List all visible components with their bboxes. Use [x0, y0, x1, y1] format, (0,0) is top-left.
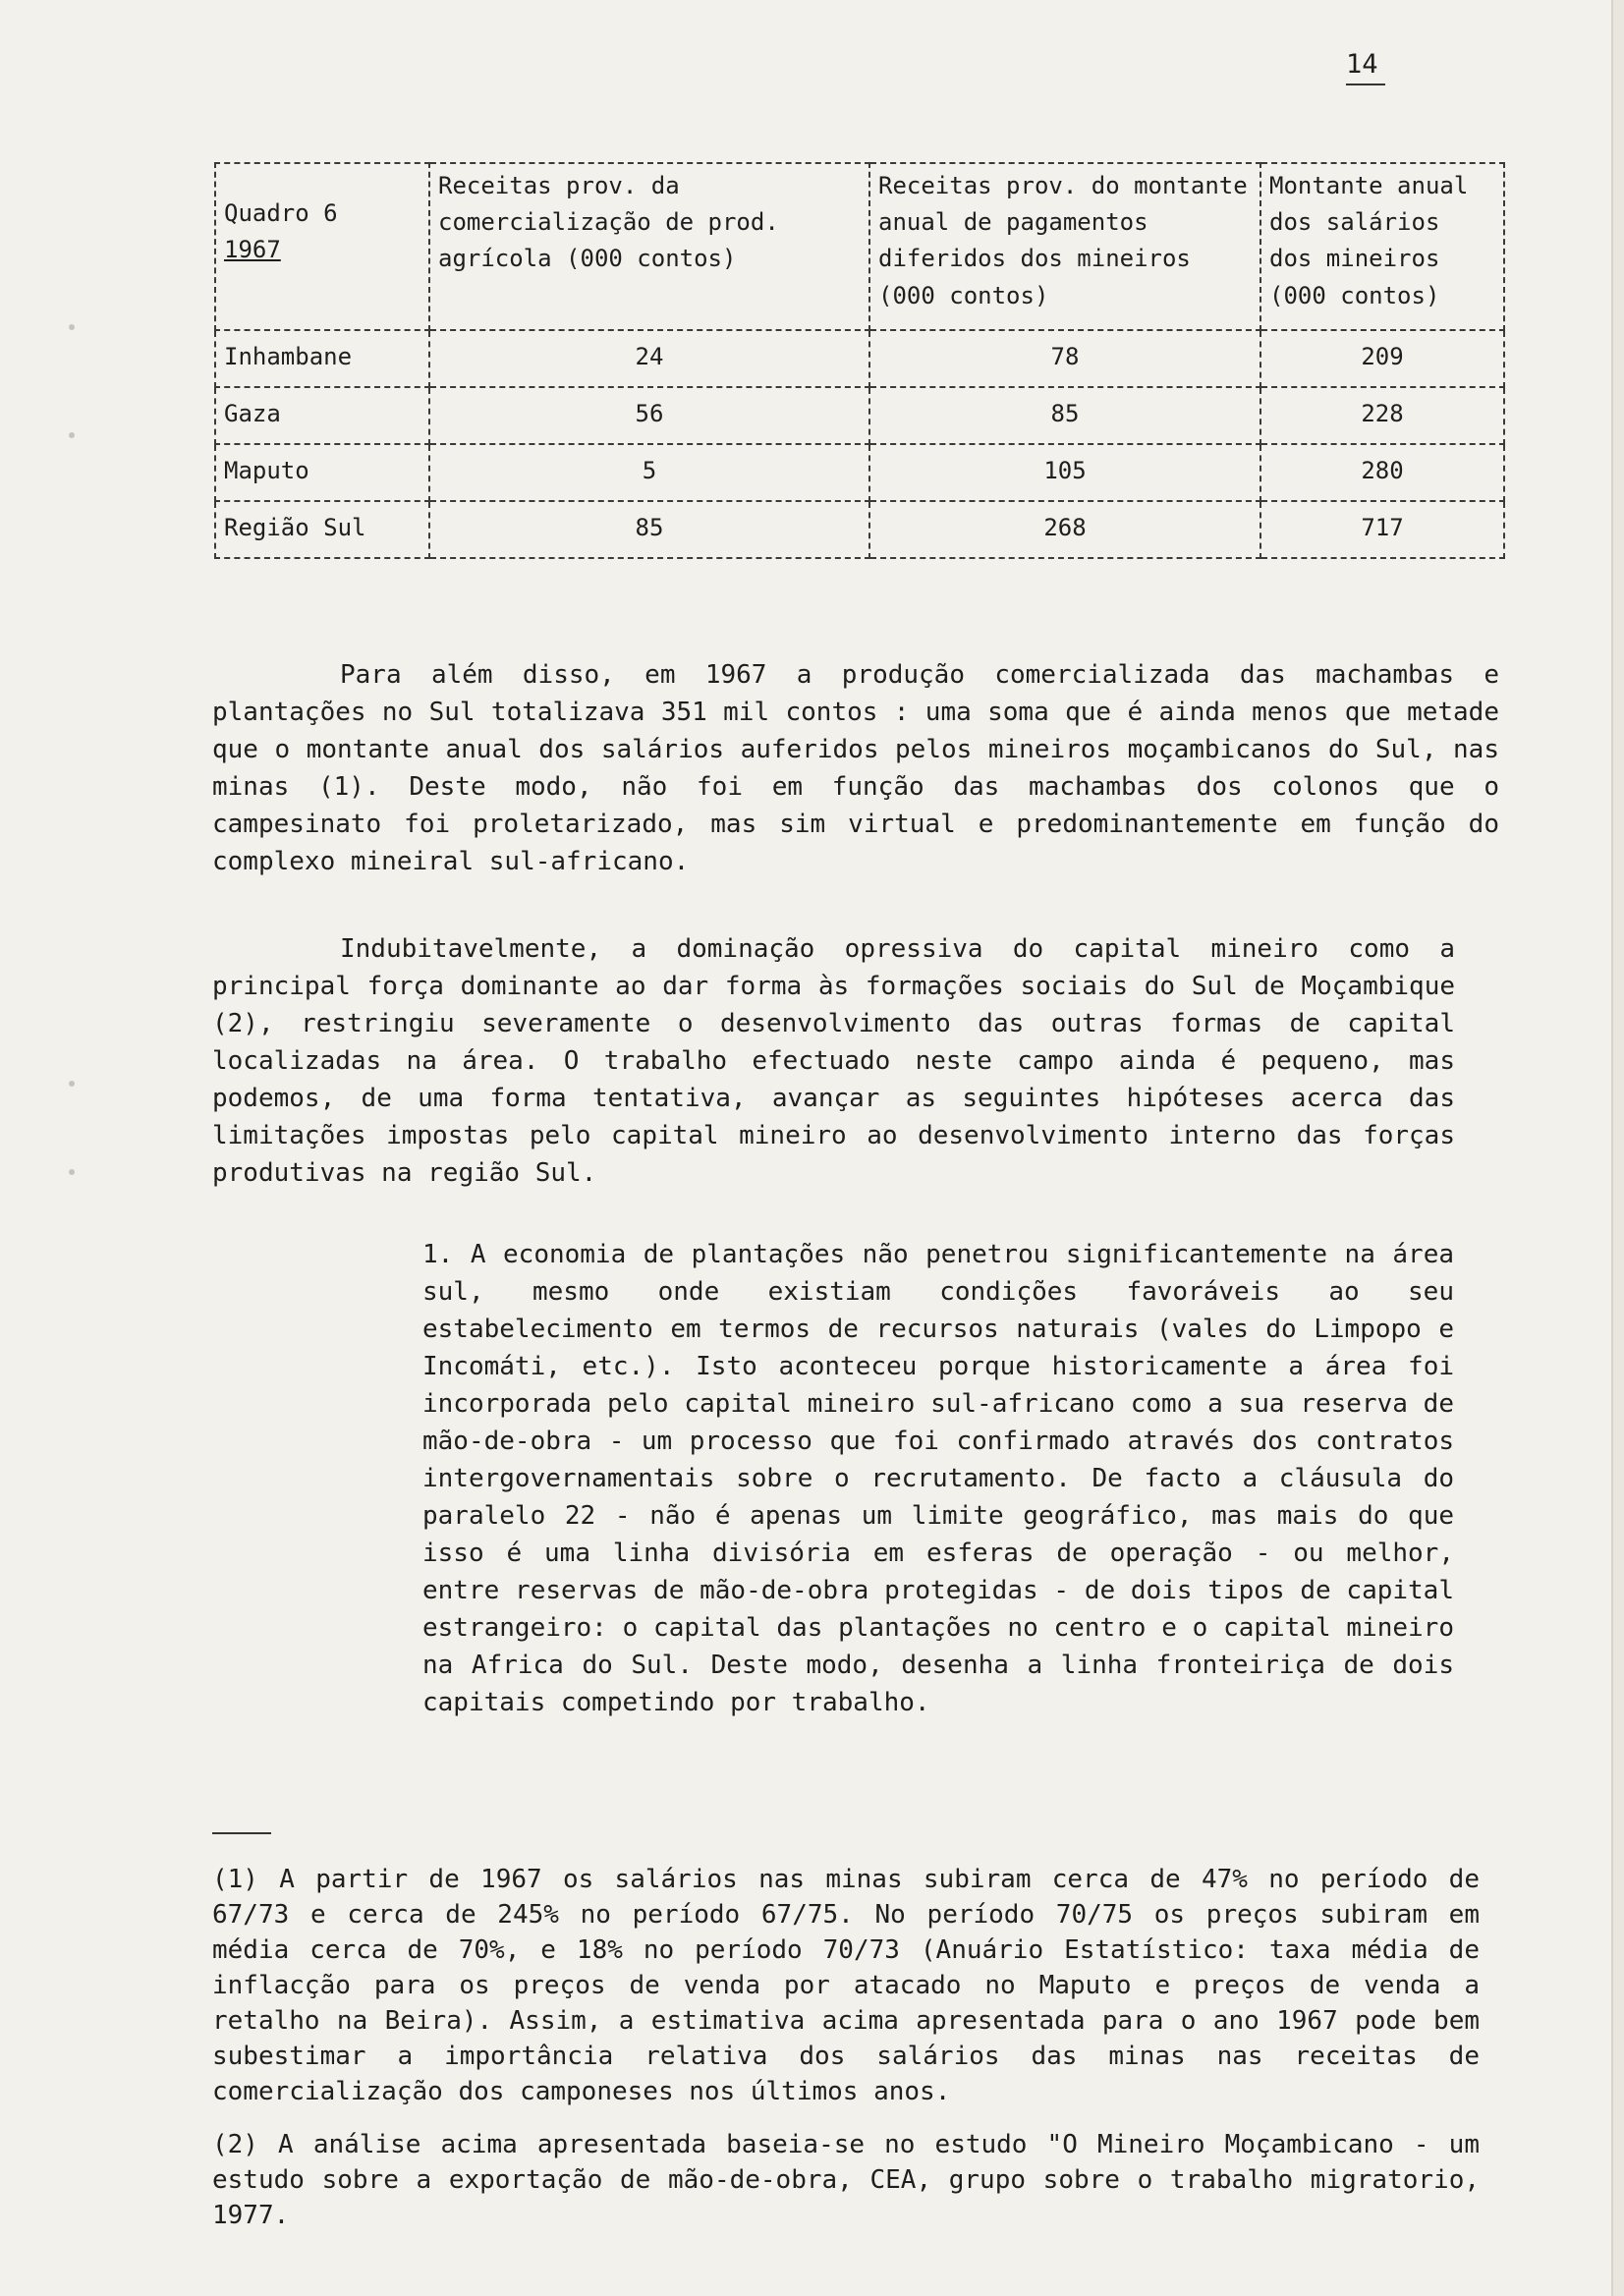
caption-title: Quadro 6 — [224, 199, 338, 227]
table-cell: 5 — [429, 444, 869, 501]
table-row — [215, 444, 1504, 501]
body-paragraph: Para além disso, em 1967 a produção comercializada das machambas e plantações no Sul totalizava 351 mil contos : uma soma que é ainda menos que metade que o montante anual dos salários auferidos pelos mineiros moçambicanos do Sul, nas minas (1). Deste modo, não foi em função das machambas dos colonos que o campesinato foi proletarizado, mas sim virtual e predominantemente em função do complexo mineiral sul-africano. — [212, 660, 1499, 876]
footnote: (1) A partir de 1967 os salários nas minas subiram cerca de 47% no período de 67/73 e cerca de 245% no período 67/75. No período 70/75 os preços subiram em média cerca de 70%, e 18% no período 70/73 (Anuário Estatístico: taxa média de inflacção para os preços de venda por atacado no Maputo e preços de venda a retalho na Beira). Assim, a estimativa acima apresentada para o ano 1967 pode bem subestimar a importância relativa dos salários das minas nas receitas de comercialização dos camponeses nos últimos anos. — [212, 1865, 1480, 2106]
table-cell: 56 — [429, 387, 869, 444]
punch-hole — [69, 1169, 75, 1175]
table-cell: 228 — [1260, 387, 1504, 444]
table-cell: 209 — [1260, 330, 1504, 387]
table-cell: 105 — [869, 444, 1260, 501]
footnote-separator — [212, 1832, 271, 1834]
page-number: 14 — [1346, 49, 1385, 85]
row-label: Região Sul — [215, 501, 429, 558]
table-cell: 24 — [429, 330, 869, 387]
punch-hole — [69, 1081, 75, 1087]
row-label: Gaza — [215, 387, 429, 444]
row-label: Inhambane — [215, 330, 429, 387]
table-row — [215, 387, 1504, 444]
table-cell: 280 — [1260, 444, 1504, 501]
table-cell: 78 — [869, 330, 1260, 387]
column-header: Montante anual dos salários dos mineiros (000 contos) — [1260, 163, 1504, 330]
caption-year: 1967 — [224, 236, 281, 264]
table-cell: 268 — [869, 501, 1260, 558]
table-cell: 85 — [429, 501, 869, 558]
table-cell: 717 — [1260, 501, 1504, 558]
punch-hole — [69, 432, 75, 438]
column-header: Receitas prov. da comercialização de prod. agrícola (000 contos) — [429, 163, 869, 330]
punch-hole — [69, 324, 75, 330]
table-header-row — [215, 163, 1504, 330]
body-paragraph: Indubitavelmente, a dominação opressiva do capital mineiro como a principal força dominante ao dar forma às formações sociais do Sul de Moçambique (2), restringiu severamente o desenvolvimento das outras formas de capital localizadas na área. O trabalho efectuado neste campo ainda é pequeno, mas podemos, de uma forma tentativa, avançar as seguintes hipóteses acerca das limitações impostas pelo capital mineiro ao desenvolvimento interno das forças produtivas na região Sul. — [212, 934, 1455, 1188]
table-row — [215, 501, 1504, 558]
table-row — [215, 330, 1504, 387]
data-table — [214, 162, 1505, 559]
column-header: Receitas prov. do montante anual de pagamentos diferidos dos mineiros (000 contos) — [869, 163, 1260, 330]
footnote: (2) A análise acima apresentada baseia-se no estudo "O Mineiro Moçambicano - um estudo sobre a exportação de mão-de-obra, CEA, grupo sobre o trabalho migratorio, 1977. — [212, 2130, 1480, 2230]
row-label: Maputo — [215, 444, 429, 501]
table-cell: 85 — [869, 387, 1260, 444]
table-caption — [215, 163, 429, 330]
hypothesis-paragraph: 1. A economia de plantações não penetrou significantemente na área sul, mesmo onde existiam condições favoráveis ao seu estabelecimento em termos de recursos naturais (vales do Limpopo e Incomáti, etc.). Isto aconteceu porque historicamente a área foi incorporada pelo capital mineiro sul-africano como a sua reserva de mão-de-obra - um processo que foi confirmado através dos contratos intergovernamentais sobre o recrutamento. De facto a cláusula do paralelo 22 - não é apenas um limite geográfico, mas mais do que isso é uma linha divisória em esferas de operação - ou melhor, entre reservas de mão-de-obra protegidas - de dois tipos de capital estrangeiro: o capital das plantações no centro e o capital mineiro na Africa do Sul. Deste modo, desenha a linha fronteiriça de dois capitais competindo por trabalho. — [422, 1240, 1454, 1717]
